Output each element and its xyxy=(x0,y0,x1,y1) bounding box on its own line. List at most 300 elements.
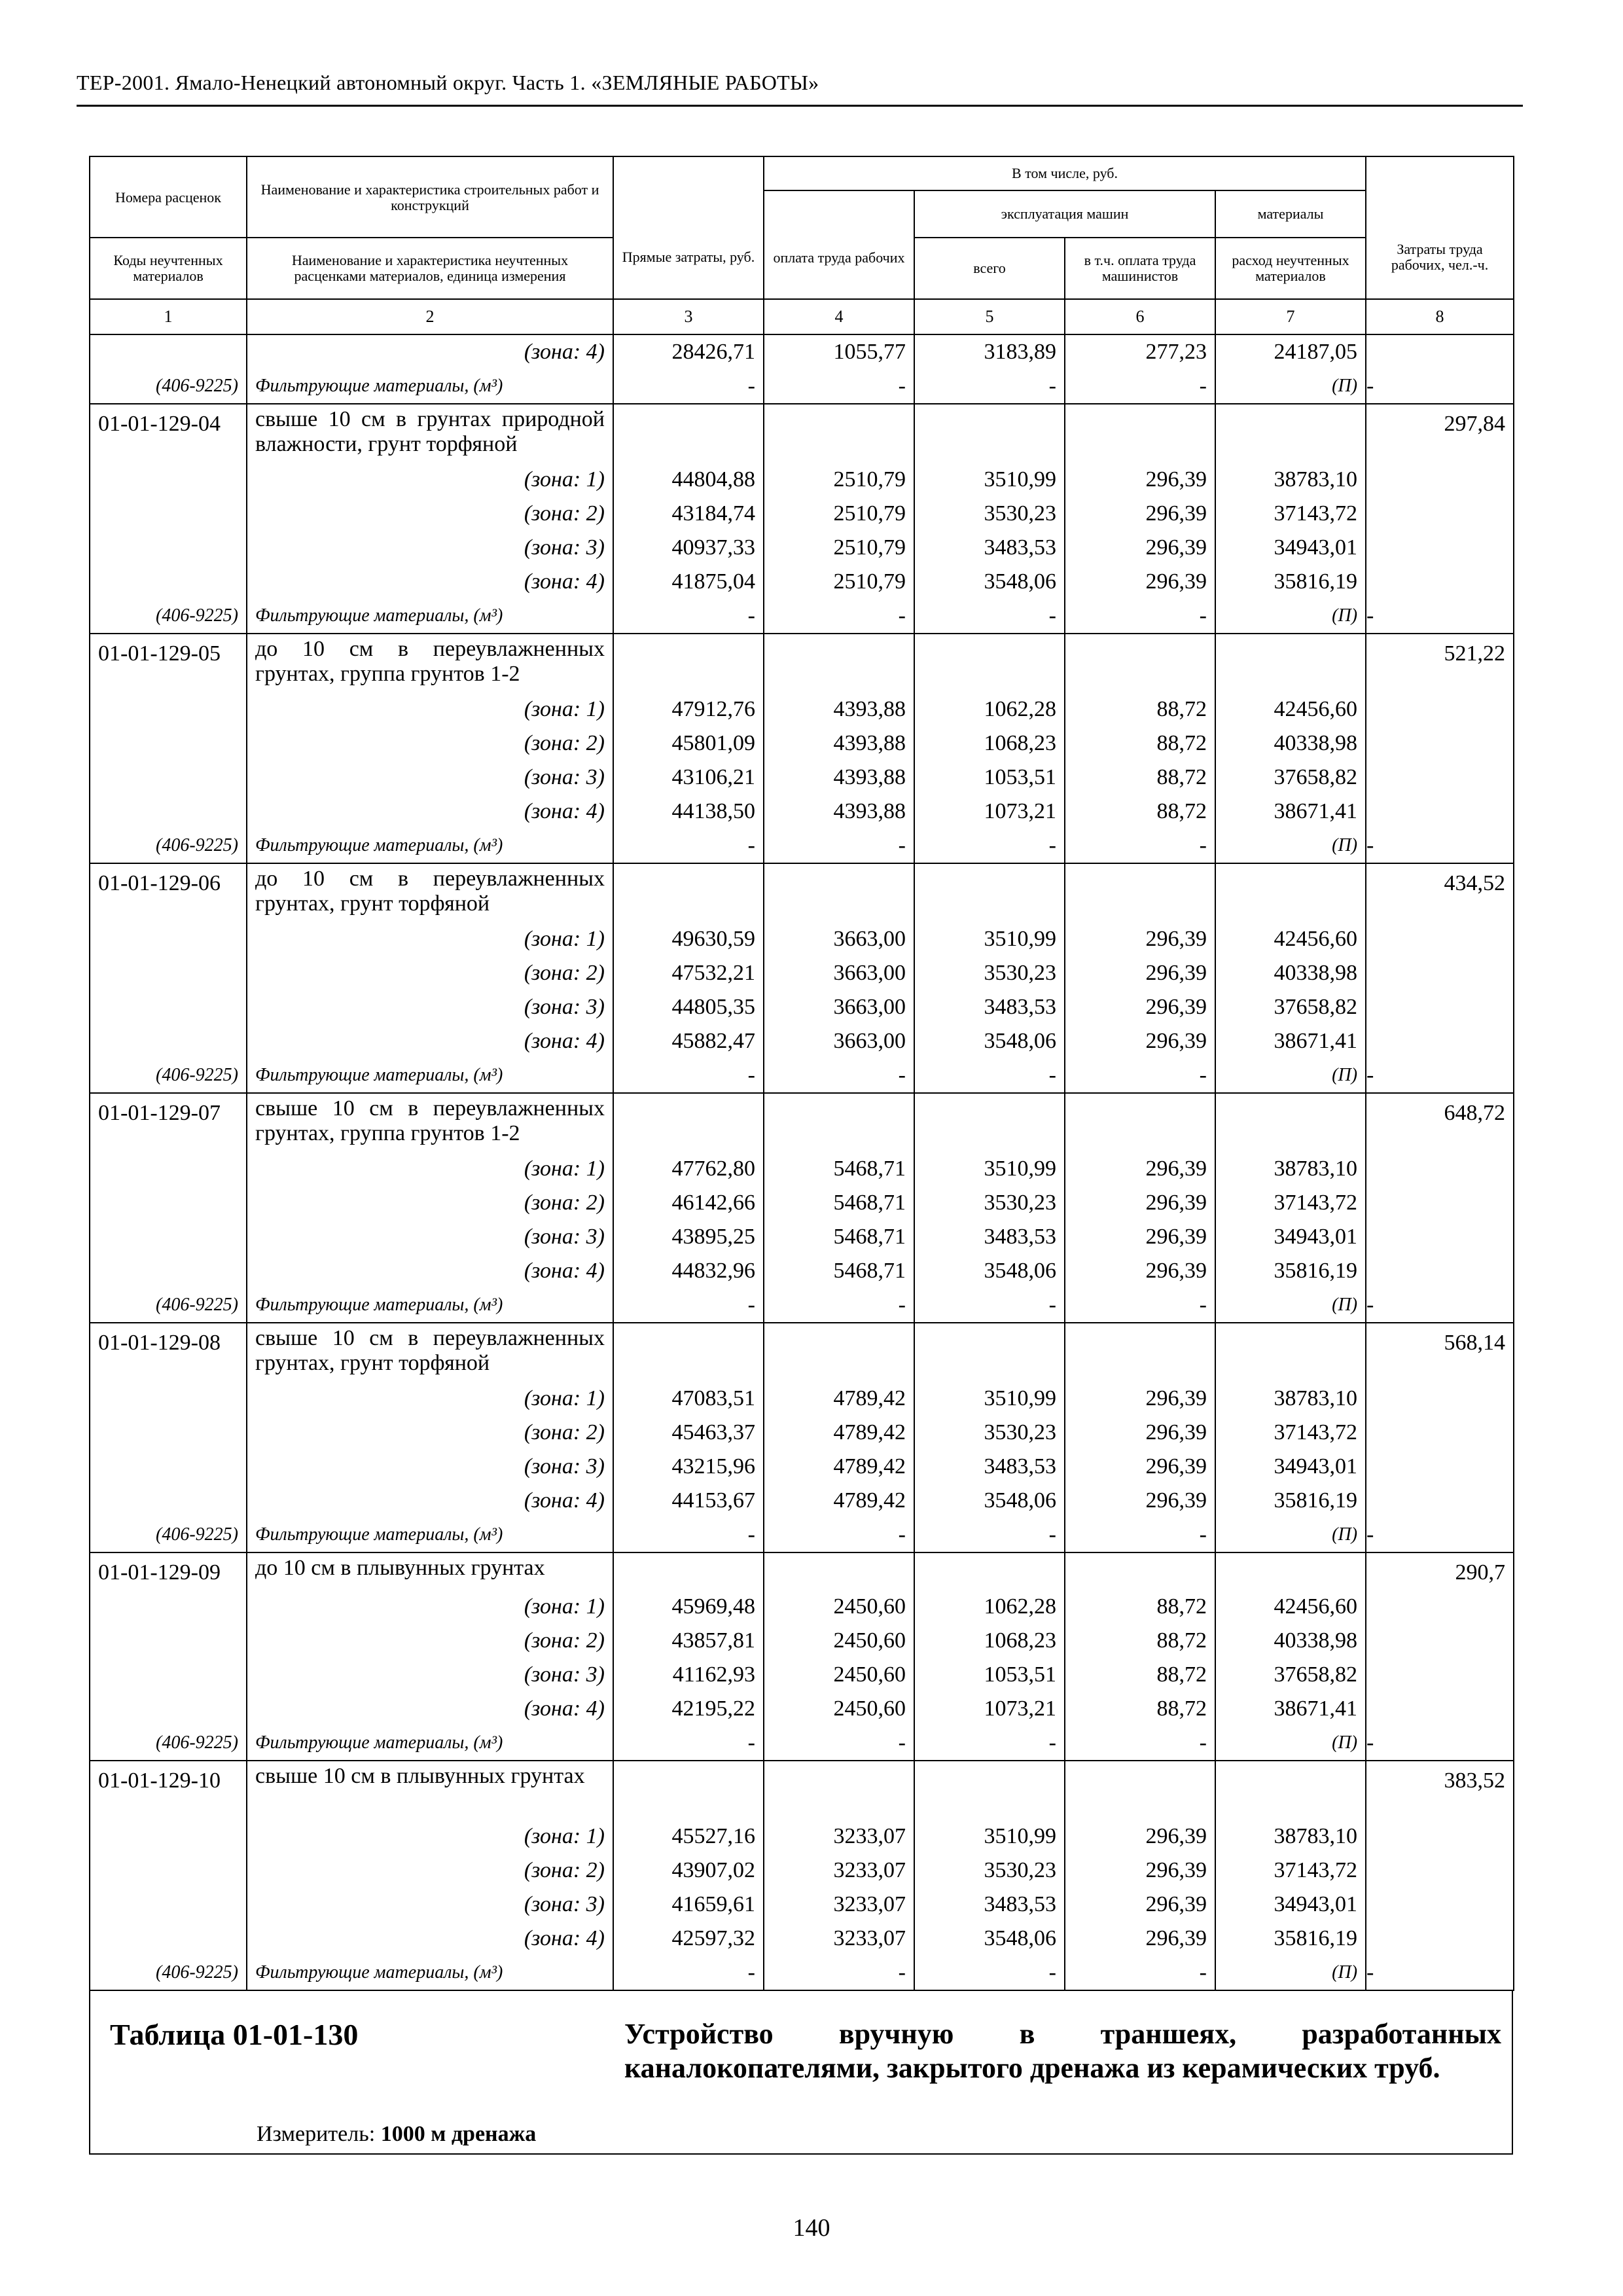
materials: 37143,72 xyxy=(1215,497,1366,531)
empty-cell xyxy=(1065,1552,1215,1590)
wages: 2510,79 xyxy=(764,531,914,565)
machines-total: 1053,51 xyxy=(914,1658,1065,1692)
empty-cell xyxy=(1366,726,1514,761)
zone-label: (зона: 1) xyxy=(247,1152,613,1186)
machines-wages: 296,39 xyxy=(1065,922,1215,956)
labor-dash-cell xyxy=(1366,1288,1514,1323)
empty-cell xyxy=(90,1484,247,1518)
materials: 35816,19 xyxy=(1215,1254,1366,1288)
material-name: Фильтрующие материалы, (м³) xyxy=(247,1956,613,1990)
col-number: 5 xyxy=(914,299,1065,334)
wages: 3663,00 xyxy=(764,956,914,990)
col-number: 8 xyxy=(1366,299,1514,334)
rate-code: 01-01-129-08 xyxy=(90,1323,247,1382)
materials: 35816,19 xyxy=(1215,1484,1366,1518)
empty-cell xyxy=(613,1093,764,1152)
machines-total: 3483,53 xyxy=(914,990,1065,1024)
machines-total: 1068,23 xyxy=(914,1624,1065,1658)
dash: - xyxy=(764,369,914,404)
zone-row xyxy=(90,334,1514,369)
zone-label: (зона: 2) xyxy=(247,1854,613,1888)
p-mark: (П) xyxy=(1215,1058,1366,1093)
zone-row xyxy=(90,1416,1514,1450)
dash: - xyxy=(613,1288,764,1323)
machines-total: 1073,21 xyxy=(914,1692,1065,1726)
materials: 37143,72 xyxy=(1215,1854,1366,1888)
empty-cell xyxy=(613,404,764,463)
zone-label: (зона: 2) xyxy=(247,1624,613,1658)
rate-code: 01-01-129-05 xyxy=(90,634,247,692)
empty-cell xyxy=(1366,922,1514,956)
direct-cost: 41659,61 xyxy=(613,1888,764,1922)
machines-total: 3483,53 xyxy=(914,1220,1065,1254)
empty-cell xyxy=(1366,565,1514,599)
rate-header-row xyxy=(90,1552,1514,1590)
machines-total: 3510,99 xyxy=(914,1820,1065,1854)
empty-cell xyxy=(90,1624,247,1658)
zone-label: (зона: 4) xyxy=(247,565,613,599)
machines-wages: 277,23 xyxy=(1065,334,1215,369)
wages: 2510,79 xyxy=(764,565,914,599)
machines-wages: 296,39 xyxy=(1065,497,1215,531)
machines-total: 3548,06 xyxy=(914,565,1065,599)
wages: 2510,79 xyxy=(764,497,914,531)
wages: 4393,88 xyxy=(764,795,914,829)
labor-dash-cell xyxy=(1366,1058,1514,1093)
direct-cost: 44832,96 xyxy=(613,1254,764,1288)
machines-wages: 296,39 xyxy=(1065,531,1215,565)
empty-cell xyxy=(613,634,764,692)
materials: 40338,98 xyxy=(1215,726,1366,761)
zone-label: (зона: 3) xyxy=(247,1450,613,1484)
materials: 38783,10 xyxy=(1215,463,1366,497)
zone-row xyxy=(90,1382,1514,1416)
rate-header-row xyxy=(90,1323,1514,1382)
material-name: Фильтрующие материалы, (м³) xyxy=(247,829,613,863)
machines-wages: 88,72 xyxy=(1065,1590,1215,1624)
direct-cost: 40937,33 xyxy=(613,531,764,565)
material-code: (406-9225) xyxy=(90,1726,247,1761)
empty-cell xyxy=(613,863,764,922)
dash: - xyxy=(1366,1960,1374,1984)
materials: 37658,82 xyxy=(1215,1658,1366,1692)
empty-cell xyxy=(90,795,247,829)
empty-cell xyxy=(1215,634,1366,692)
col-machines-total: всего xyxy=(914,238,1065,299)
materials: 38671,41 xyxy=(1215,1024,1366,1058)
material-row xyxy=(90,599,1514,634)
col-work-name: Наименование и характеристика строительных работ и конструкций xyxy=(247,156,613,238)
empty-cell xyxy=(1065,404,1215,463)
p-mark: (П) xyxy=(1215,1956,1366,1990)
machines-total: 3530,23 xyxy=(914,956,1065,990)
empty-cell xyxy=(1366,1450,1514,1484)
dash: - xyxy=(1065,829,1215,863)
col-wages: оплата труда рабочих xyxy=(764,190,914,299)
direct-cost: 45882,47 xyxy=(613,1024,764,1058)
wages: 3233,07 xyxy=(764,1922,914,1956)
empty-cell xyxy=(1366,1484,1514,1518)
material-name: Фильтрующие материалы, (м³) xyxy=(247,369,613,404)
empty-cell xyxy=(764,1323,914,1382)
empty-cell xyxy=(90,1590,247,1624)
machines-total: 3548,06 xyxy=(914,1922,1065,1956)
rate-header-row xyxy=(90,1761,1514,1820)
empty-cell xyxy=(914,1093,1065,1152)
empty-cell xyxy=(90,692,247,726)
machines-wages: 296,39 xyxy=(1065,1152,1215,1186)
machines-total: 3530,23 xyxy=(914,1186,1065,1220)
materials: 24187,05 xyxy=(1215,334,1366,369)
empty-cell xyxy=(1215,1761,1366,1820)
zone-label: (зона: 4) xyxy=(247,795,613,829)
materials: 42456,60 xyxy=(1215,1590,1366,1624)
empty-cell xyxy=(1366,1624,1514,1658)
labor-cost: 290,7 xyxy=(1366,1552,1514,1590)
empty-cell xyxy=(1215,404,1366,463)
wages: 4789,42 xyxy=(764,1416,914,1450)
col-materials-unaccounted: расход неучтенных материалов xyxy=(1215,238,1366,299)
zone-label: (зона: 1) xyxy=(247,1590,613,1624)
dash: - xyxy=(914,1956,1065,1990)
machines-wages: 296,39 xyxy=(1065,463,1215,497)
empty-cell xyxy=(90,565,247,599)
zone-label: (зона: 3) xyxy=(247,1220,613,1254)
machines-wages: 296,39 xyxy=(1065,1024,1215,1058)
page-number: 140 xyxy=(793,2214,830,2242)
material-name: Фильтрующие материалы, (м³) xyxy=(247,1726,613,1761)
labor-cost: 434,52 xyxy=(1366,863,1514,922)
dash: - xyxy=(914,1288,1065,1323)
dash: - xyxy=(764,1058,914,1093)
zone-label: (зона: 1) xyxy=(247,1820,613,1854)
zone-row xyxy=(90,1888,1514,1922)
p-mark: (П) xyxy=(1215,829,1366,863)
dash: - xyxy=(914,1726,1065,1761)
machines-total: 3530,23 xyxy=(914,1854,1065,1888)
zone-label: (зона: 3) xyxy=(247,761,613,795)
material-code: (406-9225) xyxy=(90,1518,247,1552)
direct-cost: 49630,59 xyxy=(613,922,764,956)
empty-cell xyxy=(90,497,247,531)
direct-cost: 46142,66 xyxy=(613,1186,764,1220)
material-row xyxy=(90,1288,1514,1323)
dash: - xyxy=(764,829,914,863)
materials: 40338,98 xyxy=(1215,1624,1366,1658)
p-mark: (П) xyxy=(1215,1726,1366,1761)
empty-cell xyxy=(1366,1382,1514,1416)
labor-cost: 568,14 xyxy=(1366,1323,1514,1382)
col-including: В том числе, руб. xyxy=(764,156,1366,190)
machines-wages: 88,72 xyxy=(1065,1624,1215,1658)
empty-cell xyxy=(90,1658,247,1692)
machines-wages: 296,39 xyxy=(1065,1888,1215,1922)
wages: 2450,60 xyxy=(764,1624,914,1658)
zone-label: (зона: 3) xyxy=(247,990,613,1024)
col-number: 4 xyxy=(764,299,914,334)
material-row xyxy=(90,829,1514,863)
dash: - xyxy=(1366,374,1374,398)
direct-cost: 42195,22 xyxy=(613,1692,764,1726)
material-code: (406-9225) xyxy=(90,1288,247,1323)
machines-total: 3510,99 xyxy=(914,463,1065,497)
rate-header-row xyxy=(90,863,1514,922)
zone-row xyxy=(90,990,1514,1024)
empty-cell xyxy=(90,1450,247,1484)
zone-row xyxy=(90,1484,1514,1518)
machines-wages: 88,72 xyxy=(1065,1692,1215,1726)
machines-total: 3530,23 xyxy=(914,1416,1065,1450)
machines-wages: 296,39 xyxy=(1065,1820,1215,1854)
dash: - xyxy=(1366,1063,1374,1087)
rate-code: 01-01-129-09 xyxy=(90,1552,247,1590)
direct-cost: 43857,81 xyxy=(613,1624,764,1658)
empty-cell xyxy=(1366,1888,1514,1922)
direct-cost: 28426,71 xyxy=(613,334,764,369)
empty-cell xyxy=(1366,990,1514,1024)
materials: 37658,82 xyxy=(1215,990,1366,1024)
wages: 2510,79 xyxy=(764,463,914,497)
machines-total: 3183,89 xyxy=(914,334,1065,369)
zone-label: (зона: 4) xyxy=(247,1254,613,1288)
empty-cell xyxy=(90,1888,247,1922)
empty-cell xyxy=(90,1186,247,1220)
rate-name: свыше 10 см в грунтах природной влажности, грунт торфяной xyxy=(247,404,613,463)
empty-cell xyxy=(613,1552,764,1590)
next-table-unit xyxy=(257,2122,536,2147)
direct-cost: 41162,93 xyxy=(613,1658,764,1692)
wages: 2450,60 xyxy=(764,1590,914,1624)
wages: 3233,07 xyxy=(764,1854,914,1888)
labor-cost: 297,84 xyxy=(1366,404,1514,463)
next-table-title: Таблица 01-01-130 xyxy=(110,2018,359,2051)
dash: - xyxy=(764,599,914,634)
header-rule xyxy=(77,105,1523,107)
zone-row xyxy=(90,1854,1514,1888)
empty-cell xyxy=(1366,692,1514,726)
dash: - xyxy=(914,1518,1065,1552)
dash: - xyxy=(1065,369,1215,404)
zone-label: (зона: 2) xyxy=(247,956,613,990)
col-number: 7 xyxy=(1215,299,1366,334)
wages: 5468,71 xyxy=(764,1152,914,1186)
zone-label: (зона: 4) xyxy=(247,1922,613,1956)
direct-cost: 43184,74 xyxy=(613,497,764,531)
rate-header-row xyxy=(90,404,1514,463)
wages: 4393,88 xyxy=(764,726,914,761)
material-row xyxy=(90,1956,1514,1990)
wages: 5468,71 xyxy=(764,1220,914,1254)
machines-total: 3548,06 xyxy=(914,1024,1065,1058)
wages: 3663,00 xyxy=(764,1024,914,1058)
rate-name: свыше 10 см в переувлажненных грунтах, группа грунтов 1-2 xyxy=(247,1093,613,1152)
machines-wages: 296,39 xyxy=(1065,1186,1215,1220)
empty-cell xyxy=(90,1922,247,1956)
machines-wages: 296,39 xyxy=(1065,565,1215,599)
empty-cell xyxy=(90,990,247,1024)
empty-cell xyxy=(90,956,247,990)
zone-row xyxy=(90,1186,1514,1220)
empty-cell xyxy=(90,1024,247,1058)
machines-wages: 296,39 xyxy=(1065,1254,1215,1288)
dash: - xyxy=(613,1058,764,1093)
empty-cell xyxy=(1065,1761,1215,1820)
dash: - xyxy=(914,599,1065,634)
dash: - xyxy=(1065,1956,1215,1990)
machines-total: 1073,21 xyxy=(914,795,1065,829)
materials: 34943,01 xyxy=(1215,1888,1366,1922)
machines-wages: 88,72 xyxy=(1065,692,1215,726)
machines-total: 1062,28 xyxy=(914,1590,1065,1624)
empty-cell xyxy=(1065,634,1215,692)
machines-total: 3548,06 xyxy=(914,1484,1065,1518)
direct-cost: 41875,04 xyxy=(613,565,764,599)
empty-cell xyxy=(90,1416,247,1450)
material-name: Фильтрующие материалы, (м³) xyxy=(247,599,613,634)
materials: 38671,41 xyxy=(1215,795,1366,829)
col-materials: материалы xyxy=(1215,190,1366,238)
material-code: (406-9225) xyxy=(90,599,247,634)
col-labor: Затраты труда рабочих, чел.-ч. xyxy=(1366,156,1514,299)
col-machines-wages: в т.ч. оплата труда машинистов xyxy=(1065,238,1215,299)
direct-cost: 43215,96 xyxy=(613,1450,764,1484)
empty-cell xyxy=(1366,1024,1514,1058)
zone-label: (зона: 1) xyxy=(247,1382,613,1416)
material-row xyxy=(90,1726,1514,1761)
col-material-codes: Коды неучтенных материалов xyxy=(90,238,247,299)
zone-label: (зона: 4) xyxy=(247,1692,613,1726)
dash: - xyxy=(613,1726,764,1761)
empty-cell xyxy=(1366,1220,1514,1254)
rate-header-row xyxy=(90,634,1514,692)
materials: 38783,10 xyxy=(1215,1820,1366,1854)
zone-row xyxy=(90,463,1514,497)
materials: 37658,82 xyxy=(1215,761,1366,795)
labor-cost: 648,72 xyxy=(1366,1093,1514,1152)
empty-cell xyxy=(90,761,247,795)
machines-total: 3483,53 xyxy=(914,1888,1065,1922)
labor-cost: 383,52 xyxy=(1366,1761,1514,1820)
direct-cost: 44153,67 xyxy=(613,1484,764,1518)
empty-cell xyxy=(1366,1820,1514,1854)
labor-dash-cell xyxy=(1366,1518,1514,1552)
rate-header-row xyxy=(90,1093,1514,1152)
empty-cell xyxy=(764,404,914,463)
empty-cell xyxy=(1366,1152,1514,1186)
empty-cell xyxy=(90,1820,247,1854)
machines-total: 1068,23 xyxy=(914,726,1065,761)
zone-label: (зона: 2) xyxy=(247,1186,613,1220)
material-row xyxy=(90,1518,1514,1552)
empty-cell xyxy=(613,1761,764,1820)
rates-table xyxy=(89,156,1514,1991)
machines-wages: 296,39 xyxy=(1065,1484,1215,1518)
empty-cell xyxy=(90,726,247,761)
zone-row xyxy=(90,726,1514,761)
zone-row xyxy=(90,956,1514,990)
labor-cost: 521,22 xyxy=(1366,634,1514,692)
zone-row xyxy=(90,497,1514,531)
dash: - xyxy=(613,369,764,404)
empty-cell xyxy=(1366,956,1514,990)
rate-code: 01-01-129-07 xyxy=(90,1093,247,1152)
dash: - xyxy=(613,599,764,634)
machines-wages: 88,72 xyxy=(1065,726,1215,761)
empty-cell xyxy=(90,1854,247,1888)
next-table-block xyxy=(89,1990,1513,2155)
empty-cell xyxy=(914,1552,1065,1590)
rate-code: 01-01-129-04 xyxy=(90,404,247,463)
wages: 2450,60 xyxy=(764,1658,914,1692)
dash: - xyxy=(914,1058,1065,1093)
materials: 34943,01 xyxy=(1215,531,1366,565)
machines-wages: 88,72 xyxy=(1065,795,1215,829)
zone-row xyxy=(90,1624,1514,1658)
empty-cell xyxy=(1215,1323,1366,1382)
empty-cell xyxy=(90,1152,247,1186)
unit-label: Измеритель: xyxy=(257,2122,376,2146)
p-mark: (П) xyxy=(1215,369,1366,404)
zone-row xyxy=(90,795,1514,829)
empty-cell xyxy=(914,863,1065,922)
direct-cost: 47083,51 xyxy=(613,1382,764,1416)
dash: - xyxy=(1065,1726,1215,1761)
zone-row xyxy=(90,1450,1514,1484)
materials: 34943,01 xyxy=(1215,1450,1366,1484)
rate-name: свыше 10 см в плывунных грунтах xyxy=(247,1761,613,1820)
direct-cost: 43895,25 xyxy=(613,1220,764,1254)
materials: 42456,60 xyxy=(1215,692,1366,726)
labor-dash-cell xyxy=(1366,599,1514,634)
zone-row xyxy=(90,1024,1514,1058)
direct-cost: 47762,80 xyxy=(613,1152,764,1186)
dash: - xyxy=(1065,1288,1215,1323)
wages: 4393,88 xyxy=(764,761,914,795)
empty-cell xyxy=(914,404,1065,463)
empty-cell xyxy=(90,1692,247,1726)
rate-name: до 10 см в переувлажненных грунтах, грунт торфяной xyxy=(247,863,613,922)
dash: - xyxy=(613,1518,764,1552)
empty-cell xyxy=(1215,863,1366,922)
col-number: 2 xyxy=(247,299,613,334)
dash: - xyxy=(613,829,764,863)
empty-cell xyxy=(1366,531,1514,565)
dash: - xyxy=(914,369,1065,404)
material-code: (406-9225) xyxy=(90,1956,247,1990)
zone-row xyxy=(90,692,1514,726)
direct-cost: 44804,88 xyxy=(613,463,764,497)
dash: - xyxy=(764,1288,914,1323)
machines-total: 3483,53 xyxy=(914,1450,1065,1484)
materials: 34943,01 xyxy=(1215,1220,1366,1254)
empty-cell xyxy=(764,1552,914,1590)
materials: 35816,19 xyxy=(1215,565,1366,599)
material-row xyxy=(90,1058,1514,1093)
empty-cell xyxy=(1366,1254,1514,1288)
empty-cell xyxy=(1366,1658,1514,1692)
empty-cell xyxy=(1366,1922,1514,1956)
dash: - xyxy=(914,829,1065,863)
machines-total: 3510,99 xyxy=(914,1382,1065,1416)
wages: 1055,77 xyxy=(764,334,914,369)
zone-label: (зона: 1) xyxy=(247,692,613,726)
zone-label: (зона: 4) xyxy=(247,1024,613,1058)
empty-cell xyxy=(1366,497,1514,531)
machines-wages: 296,39 xyxy=(1065,990,1215,1024)
wages: 3233,07 xyxy=(764,1888,914,1922)
rate-name: до 10 см в плывунных грунтах xyxy=(247,1552,613,1590)
zone-row xyxy=(90,1590,1514,1624)
